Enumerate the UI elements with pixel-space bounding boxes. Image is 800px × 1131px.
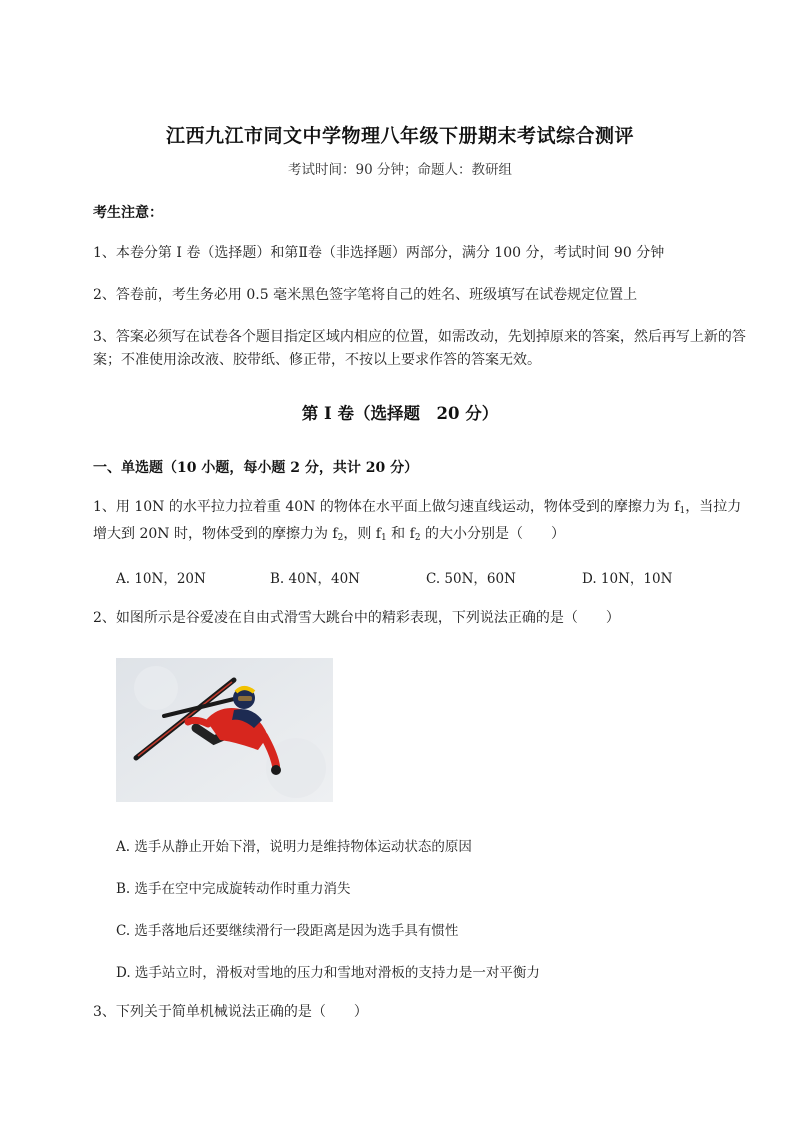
question-1-text: 和 f: [386, 526, 415, 542]
question-2-option-c: C. 选手落地后还要继续滑行一段距离是因为选手具有惯性: [116, 923, 459, 939]
question-2-option-a: A. 选手从静止开始下滑，说明力是维持物体运动状态的原因: [116, 839, 472, 855]
question-1-option-b: B. 40N，40N: [270, 571, 360, 587]
question-1-option-a: A. 10N，20N: [116, 571, 206, 587]
skier-photo: [116, 658, 333, 802]
question-2-option-b: B. 选手在空中完成旋转动作时重力消失: [116, 881, 351, 897]
question-1-option-d: D. 10N，10N: [582, 571, 673, 587]
exam-info: 考试时间：90 分钟；命题人：教研组: [288, 162, 512, 178]
question-1-text: 1、用 10N 的水平拉力拉着重 40N 的物体在水平面上做匀速直线运动，物体受到的摩擦力为 f: [93, 499, 680, 515]
subscript: 2: [414, 533, 421, 543]
question-2-option-d: D. 选手站立时，滑板对雪地的压力和雪地对滑板的支持力是一对平衡力: [116, 965, 540, 981]
question-1-text: 增大到 20N 时，物体受到的摩擦力为 f: [93, 526, 338, 542]
part-heading: 一、单选题（10 小题，每小题 2 分，共计 20 分）: [93, 460, 419, 476]
skier-illustration: [116, 658, 333, 802]
question-3-stem: 3、下列关于简单机械说法正确的是（ ）: [93, 1004, 368, 1020]
notice-item-1: 1、本卷分第 I 卷（选择题）和第Ⅱ卷（非选择题）两部分，满分 100 分，考试时间 90 分钟: [93, 245, 665, 261]
page-title: 江西九江市同文中学物理八年级下册期末考试综合测评: [165, 125, 634, 147]
question-2-stem: 2、如图所示是谷爱凌在自由式滑雪大跳台中的精彩表现，下列说法正确的是（ ）: [93, 610, 620, 626]
question-1-text: 的大小分别是（ ）: [420, 526, 565, 542]
question-1-text: ，则 f: [343, 526, 381, 542]
question-1-stem: [93, 496, 753, 550]
section-title: 第 I 卷（选择题 20 分）: [301, 404, 499, 423]
notice-item-3: 3、答案必须写在试卷各个题目指定区域内相应的位置，如需改动，先划掉原来的答案，然后再写上新的答案；不准使用涂改液、胶带纸、修正带，不按以上要求作答的答案无效。: [93, 329, 746, 368]
notice-item-2: 2、答卷前，考生务必用 0.5 毫米黑色签字笔将自己的姓名、班级填写在试卷规定位置上: [93, 287, 638, 303]
subscript: 1: [380, 533, 387, 543]
question-1-option-c: C. 50N，60N: [426, 571, 516, 587]
subscript: 2: [337, 533, 344, 543]
subscript: 1: [679, 506, 686, 516]
question-1-text: ，当拉力: [685, 499, 742, 515]
notice-heading: 考生注意：: [93, 205, 163, 221]
